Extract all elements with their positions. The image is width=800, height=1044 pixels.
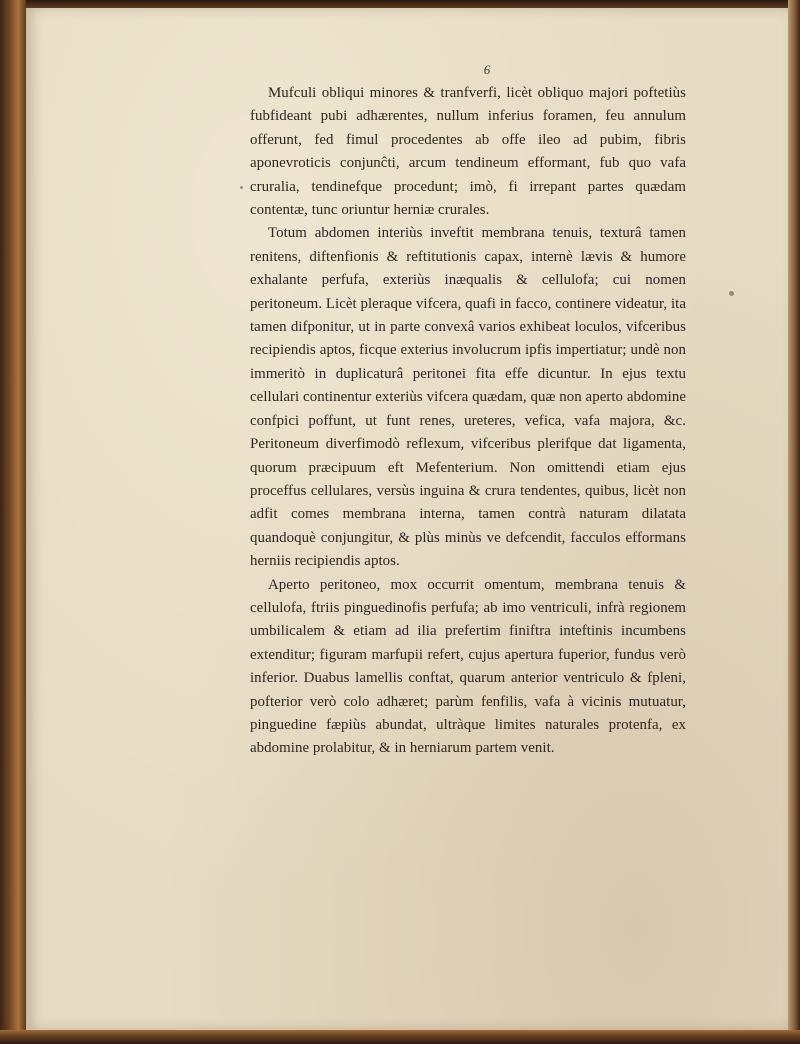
body-text [250, 82, 686, 761]
paper-speck [729, 291, 734, 296]
book-right-edge [788, 0, 800, 1044]
paragraph-3: Aperto peritoneo, mox occurrit omentum, membrana tenuis & cellulofa, ftriis pinguedinofis perfufa; ab imo ventriculi, infrà regionem umbilicalem & etiam ad ilia prefertim finiftra inteftinis incumbens extenditur; figuram marfupii refert, cujus apertura fuperior, fundus verò inferior. Duabus lamellis conftat, quarum anterior ventriculo & fpleni, pofterior verò colo adhæret; parùm fenfilis, vafa à vicinis mutuatur, pinguedine fæpiùs abundat, ultràque limites naturales protenfa, ex abdomine prolabitur, & in herniarum partem venit. [250, 576, 686, 757]
paragraph-1: Mufculi obliqui minores & tranfverfi, licèt obliquo majori poftetiùs fubfideant pubi adhærentes, nullum inferius foramen, feu annulum offerunt, fed fimul procedentes ab offe ileo ad pubim, fibris aponevroticis conjunĉti, arcum tendineum efformant, fub quo vafa cruralia, tendinefque procedunt; imò, fi irrepant partes quædam contentæ, tunc oriuntur herniæ crurales. [250, 85, 686, 219]
book-bottom-edge [0, 1030, 800, 1044]
book-page [26, 8, 788, 1030]
book-spine [0, 0, 26, 1044]
paragraph-2: Totum abdomen interiùs inveftit membrana tenuis, texturâ tamen renitens, diftenfionis & reftitutionis capax, internè lævis & humore exhalante perfufa, exteriùs inæqualis & cellulofa; cui nomen peritoneum. Licèt pleraque vifcera, quafi in facco, continere videatur, ita tamen difponitur, ut in parte convexâ varios exhibeat loculos, vifceribus recipiendis aptos, ficque exterius involucrum ipfis impertiatur; undè non immeritò in duplicaturâ peritonei fita effe dicuntur. In ejus textu cellulari continentur exteriùs vifcera quædam, quæ non aperto abdomine confpici poffunt, ut funt renes, ureteres, vefica, vafa majora, &c. Peritoneum diverfimodò reflexum, vifceribus plerifque dat ligamenta, quorum præcipuum eft Mefenterium. Non omittendi etiam ejus proceffus cellulares, versùs inguina & crura tendentes, quibus, licèt non adfit comes membrana interna, tamen contrà naturam dilatata quandoquè conjungitur, & plùs minùs ve defcendit, facculos efformans herniis recipiendis aptos. [250, 225, 687, 570]
paper-speck [240, 186, 243, 189]
page-number: 6 [483, 62, 491, 77]
